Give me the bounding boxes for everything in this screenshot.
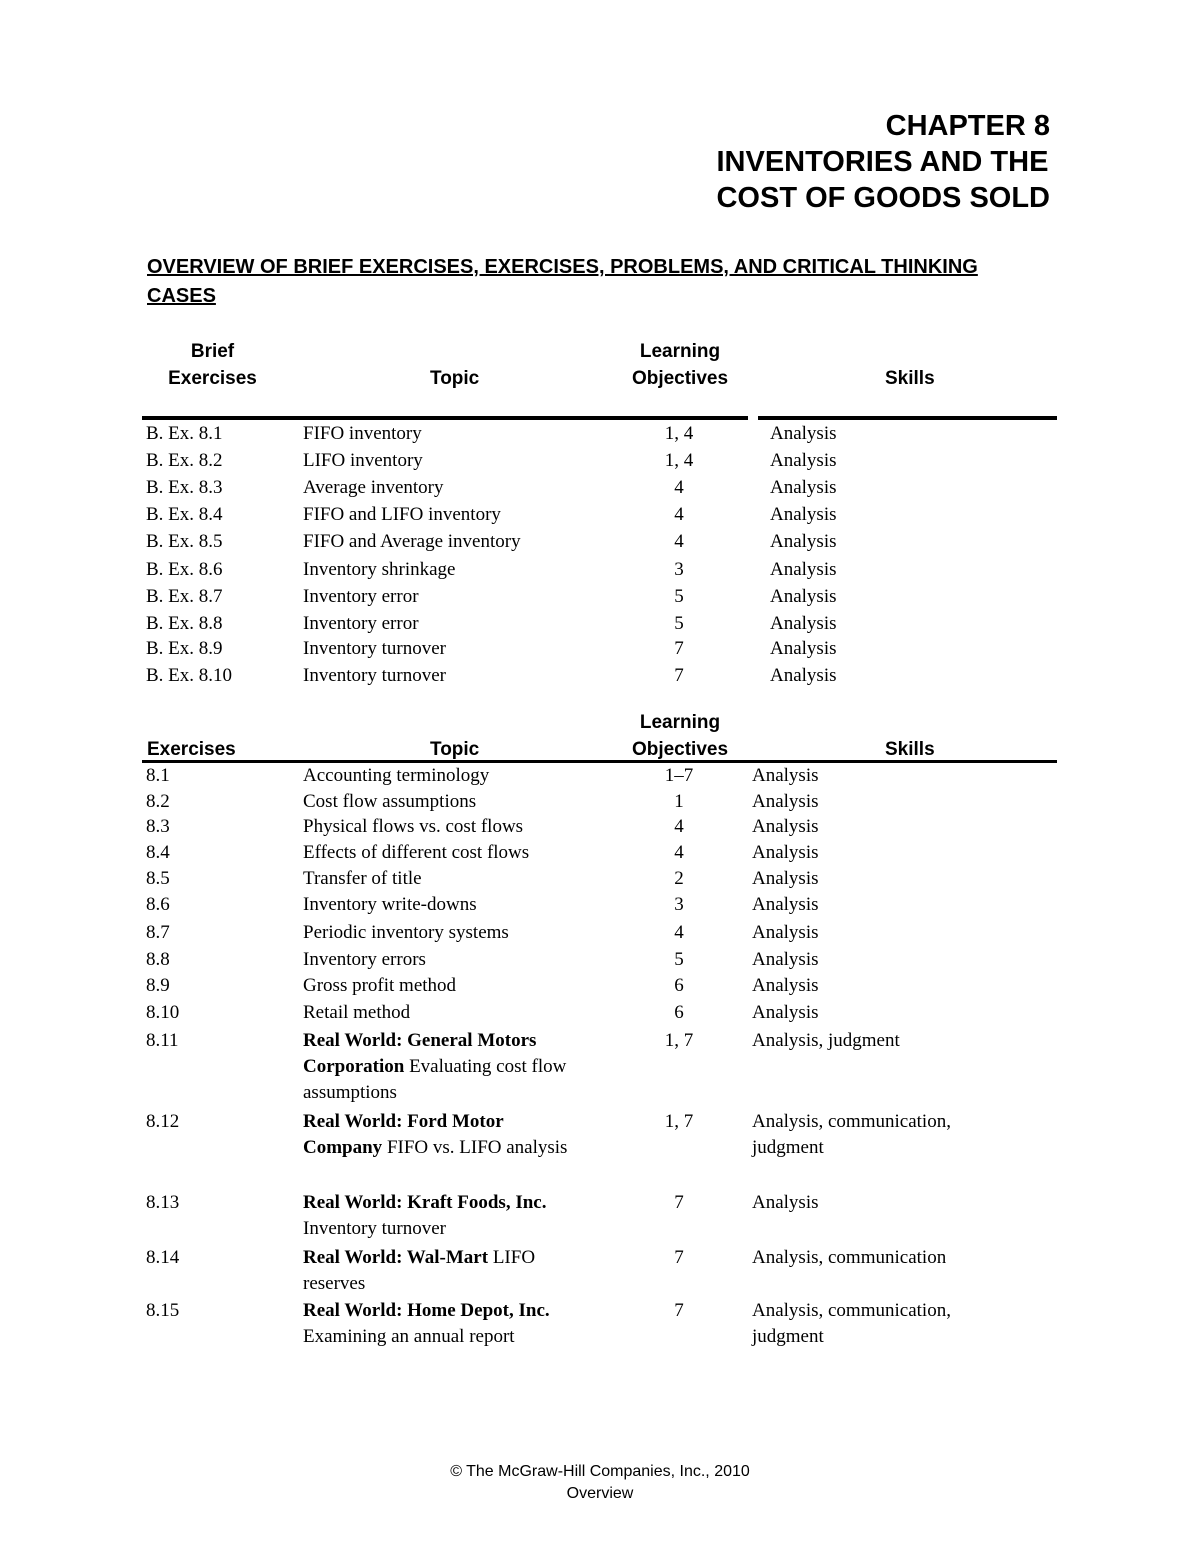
exercise-row-topic xyxy=(303,1245,583,1297)
exercise-row-topic-text: Effects of different cost flows xyxy=(303,842,530,863)
exercise-row-learning-objectives: 1–7 xyxy=(664,765,694,786)
exercise-row-topic-text: Examining an annual report xyxy=(303,1326,515,1347)
brief-row-learning-objectives: 4 xyxy=(674,477,684,498)
exercise-row-topic-text: Cost flow assumptions xyxy=(303,791,477,812)
brief-header-rule-right xyxy=(758,416,1057,420)
exercise-row-skills: Analysis xyxy=(752,765,819,786)
exercise-row-topic-text: Gross profit method xyxy=(303,975,457,996)
exercise-row-id: 8.8 xyxy=(146,949,170,970)
exercise-row-id: 8.15 xyxy=(146,1300,180,1321)
exercise-row-topic-text: Accounting terminology xyxy=(303,765,490,786)
exercise-row-topic xyxy=(303,973,583,999)
brief-row-id: B. Ex. 8.6 xyxy=(146,559,223,580)
exercise-row-learning-objectives: 5 xyxy=(674,949,684,970)
brief-row-id: B. Ex. 8.10 xyxy=(146,665,233,686)
brief-row-topic: Average inventory xyxy=(303,477,444,498)
brief-header-skills: Skills xyxy=(885,368,935,389)
exercise-row-skills: Analysis xyxy=(752,868,819,889)
brief-row-topic: Inventory error xyxy=(303,586,419,607)
brief-row-skills: Analysis xyxy=(770,504,837,525)
exercise-row-skills: Analysis xyxy=(752,842,819,863)
brief-row-learning-objectives: 7 xyxy=(674,665,684,686)
exercise-row-real-world-label: Real World: Ford Motor Company xyxy=(303,1111,504,1158)
exercise-row-skills: Analysis, communication xyxy=(752,1247,947,1268)
exercise-row-id: 8.11 xyxy=(146,1030,179,1051)
brief-header-exercises: Brief Exercises xyxy=(168,341,257,389)
exercise-row-topic-text: FIFO vs. LIFO analysis xyxy=(386,1137,568,1158)
exercise-row-skills: Analysis xyxy=(752,1002,819,1023)
brief-row-learning-objectives: 5 xyxy=(674,613,684,634)
brief-row-id: B. Ex. 8.4 xyxy=(146,504,223,525)
exercise-row-topic-text: Transfer of title xyxy=(303,868,422,889)
exercise-header-topic: Topic xyxy=(430,739,480,760)
brief-row-skills: Analysis xyxy=(770,586,837,607)
exercise-header-exercises: Exercises xyxy=(147,739,236,760)
exercise-row-learning-objectives: 1 xyxy=(674,791,684,812)
exercise-row-learning-objectives: 6 xyxy=(674,975,684,996)
brief-row-id: B. Ex. 8.5 xyxy=(146,531,223,552)
brief-row-skills: Analysis xyxy=(770,423,837,444)
copyright-text: © The McGraw-Hill Companies, Inc., 2010 xyxy=(450,1463,750,1480)
exercise-row-topic-text: LIFO reserves xyxy=(303,1247,536,1294)
brief-row-learning-objectives: 5 xyxy=(674,586,684,607)
brief-row-skills: Analysis xyxy=(770,559,837,580)
exercise-row-learning-objectives: 6 xyxy=(674,1002,684,1023)
exercise-row-id: 8.1 xyxy=(146,765,170,786)
exercise-row-topic xyxy=(303,892,583,918)
exercise-row-id: 8.13 xyxy=(146,1192,180,1213)
brief-row-id: B. Ex. 8.3 xyxy=(146,477,223,498)
brief-row-topic: Inventory turnover xyxy=(303,665,446,686)
exercise-row-topic xyxy=(303,840,583,866)
exercise-row-skills: Analysis xyxy=(752,894,819,915)
exercise-row-real-world-label: Real World: Kraft Foods, Inc. xyxy=(303,1192,547,1213)
exercise-row-topic-text: Retail method xyxy=(303,1002,411,1023)
exercise-row-learning-objectives: 2 xyxy=(674,868,684,889)
exercise-row-id: 8.4 xyxy=(146,842,170,863)
exercise-row-learning-objectives: 3 xyxy=(674,894,684,915)
brief-row-skills: Analysis xyxy=(770,665,837,686)
exercise-row-real-world-label: Real World: Home Depot, Inc. xyxy=(303,1300,550,1321)
page-footer xyxy=(0,1461,1200,1505)
brief-row-topic: FIFO inventory xyxy=(303,423,422,444)
brief-row-learning-objectives: 4 xyxy=(674,531,684,552)
exercise-row-learning-objectives: 7 xyxy=(674,1300,684,1321)
brief-header-learning-objectives: Learning Objectives xyxy=(631,341,729,389)
exercise-row-learning-objectives: 1, 7 xyxy=(664,1111,694,1132)
exercise-row-topic xyxy=(303,1000,583,1026)
exercise-row-topic xyxy=(303,1109,583,1161)
exercise-row-id: 8.2 xyxy=(146,791,170,812)
footer-section: Overview xyxy=(566,1485,634,1502)
exercise-row-skills: Analysis xyxy=(752,975,819,996)
brief-header-topic: Topic xyxy=(430,368,480,389)
brief-header-rule-left xyxy=(142,416,748,420)
exercise-row-skills: Analysis xyxy=(752,816,819,837)
exercise-row-skills: Analysis, communication, judgment xyxy=(752,1300,951,1347)
exercise-row-learning-objectives: 1, 7 xyxy=(664,1030,694,1051)
brief-row-skills: Analysis xyxy=(770,450,837,471)
brief-row-learning-objectives: 7 xyxy=(674,638,684,659)
exercise-row-topic-text: Periodic inventory systems xyxy=(303,922,509,943)
brief-row-topic: Inventory shrinkage xyxy=(303,559,456,580)
chapter-heading xyxy=(716,108,1050,216)
exercise-row-skills: Analysis xyxy=(752,949,819,970)
exercise-row-id: 8.10 xyxy=(146,1002,180,1023)
brief-row-skills: Analysis xyxy=(770,531,837,552)
brief-row-topic: FIFO and LIFO inventory xyxy=(303,504,501,525)
exercise-row-learning-objectives: 4 xyxy=(674,842,684,863)
exercise-row-topic-text: Physical flows vs. cost flows xyxy=(303,816,524,837)
chapter-number: CHAPTER 8 xyxy=(885,110,1050,142)
exercise-row-topic xyxy=(303,763,583,789)
exercise-row-real-world-label: Real World: Wal-Mart xyxy=(303,1247,489,1268)
brief-row-learning-objectives: 4 xyxy=(674,504,684,525)
exercise-row-id: 8.12 xyxy=(146,1111,180,1132)
chapter-title-line-2: COST OF GOODS SOLD xyxy=(716,182,1050,214)
brief-row-learning-objectives: 1, 4 xyxy=(664,423,694,444)
exercise-row-id: 8.14 xyxy=(146,1247,180,1268)
brief-row-skills: Analysis xyxy=(770,613,837,634)
exercise-row-skills: Analysis xyxy=(752,791,819,812)
chapter-title-line-1: INVENTORIES AND THE xyxy=(716,146,1049,178)
brief-row-id: B. Ex. 8.9 xyxy=(146,638,223,659)
brief-row-id: B. Ex. 8.1 xyxy=(146,423,223,444)
exercise-header-skills: Skills xyxy=(885,739,935,760)
exercise-row-topic xyxy=(303,1298,583,1350)
exercise-row-topic xyxy=(303,1190,583,1242)
brief-row-learning-objectives: 1, 4 xyxy=(664,450,694,471)
exercise-row-skills: Analysis, judgment xyxy=(752,1030,900,1051)
brief-row-topic: Inventory error xyxy=(303,613,419,634)
exercise-row-id: 8.5 xyxy=(146,868,170,889)
exercise-row-topic xyxy=(303,789,583,815)
exercise-row-id: 8.3 xyxy=(146,816,170,837)
brief-row-skills: Analysis xyxy=(770,638,837,659)
brief-row-id: B. Ex. 8.8 xyxy=(146,613,223,634)
exercise-row-learning-objectives: 4 xyxy=(674,816,684,837)
exercise-row-topic-text: Inventory errors xyxy=(303,949,426,970)
exercise-row-topic xyxy=(303,1028,583,1106)
exercise-row-real-world-label: Real World: General Motors Corporation xyxy=(303,1030,537,1077)
exercise-row-id: 8.9 xyxy=(146,975,170,996)
exercise-row-topic xyxy=(303,814,583,840)
overview-title: OVERVIEW OF BRIEF EXERCISES, EXERCISES, PROBLEMS, AND CRITICAL THINKING CASES xyxy=(147,256,978,307)
brief-row-id: B. Ex. 8.2 xyxy=(146,450,223,471)
brief-row-topic: LIFO inventory xyxy=(303,450,423,471)
exercise-row-skills: Analysis xyxy=(752,1192,819,1213)
exercise-row-topic-text: Evaluating cost flow assumptions xyxy=(303,1056,567,1103)
brief-row-learning-objectives: 3 xyxy=(674,559,684,580)
exercise-row-learning-objectives: 7 xyxy=(674,1247,684,1268)
exercise-row-learning-objectives: 7 xyxy=(674,1192,684,1213)
exercise-row-topic-text: Inventory turnover xyxy=(303,1218,446,1239)
brief-row-skills: Analysis xyxy=(770,477,837,498)
brief-row-topic: FIFO and Average inventory xyxy=(303,531,521,552)
brief-row-topic: Inventory turnover xyxy=(303,638,446,659)
exercise-row-learning-objectives: 4 xyxy=(674,922,684,943)
exercise-row-skills: Analysis, communication, judgment xyxy=(752,1111,951,1158)
exercise-row-skills: Analysis xyxy=(752,922,819,943)
exercise-row-id: 8.6 xyxy=(146,894,170,915)
exercise-row-topic-text: Inventory write-downs xyxy=(303,894,477,915)
brief-row-id: B. Ex. 8.7 xyxy=(146,586,223,607)
exercise-row-topic xyxy=(303,920,583,946)
exercise-row-id: 8.7 xyxy=(146,922,170,943)
exercise-row-topic xyxy=(303,866,583,892)
exercise-row-topic xyxy=(303,947,583,973)
exercise-header-learning-objectives: Learning Objectives xyxy=(631,712,729,760)
